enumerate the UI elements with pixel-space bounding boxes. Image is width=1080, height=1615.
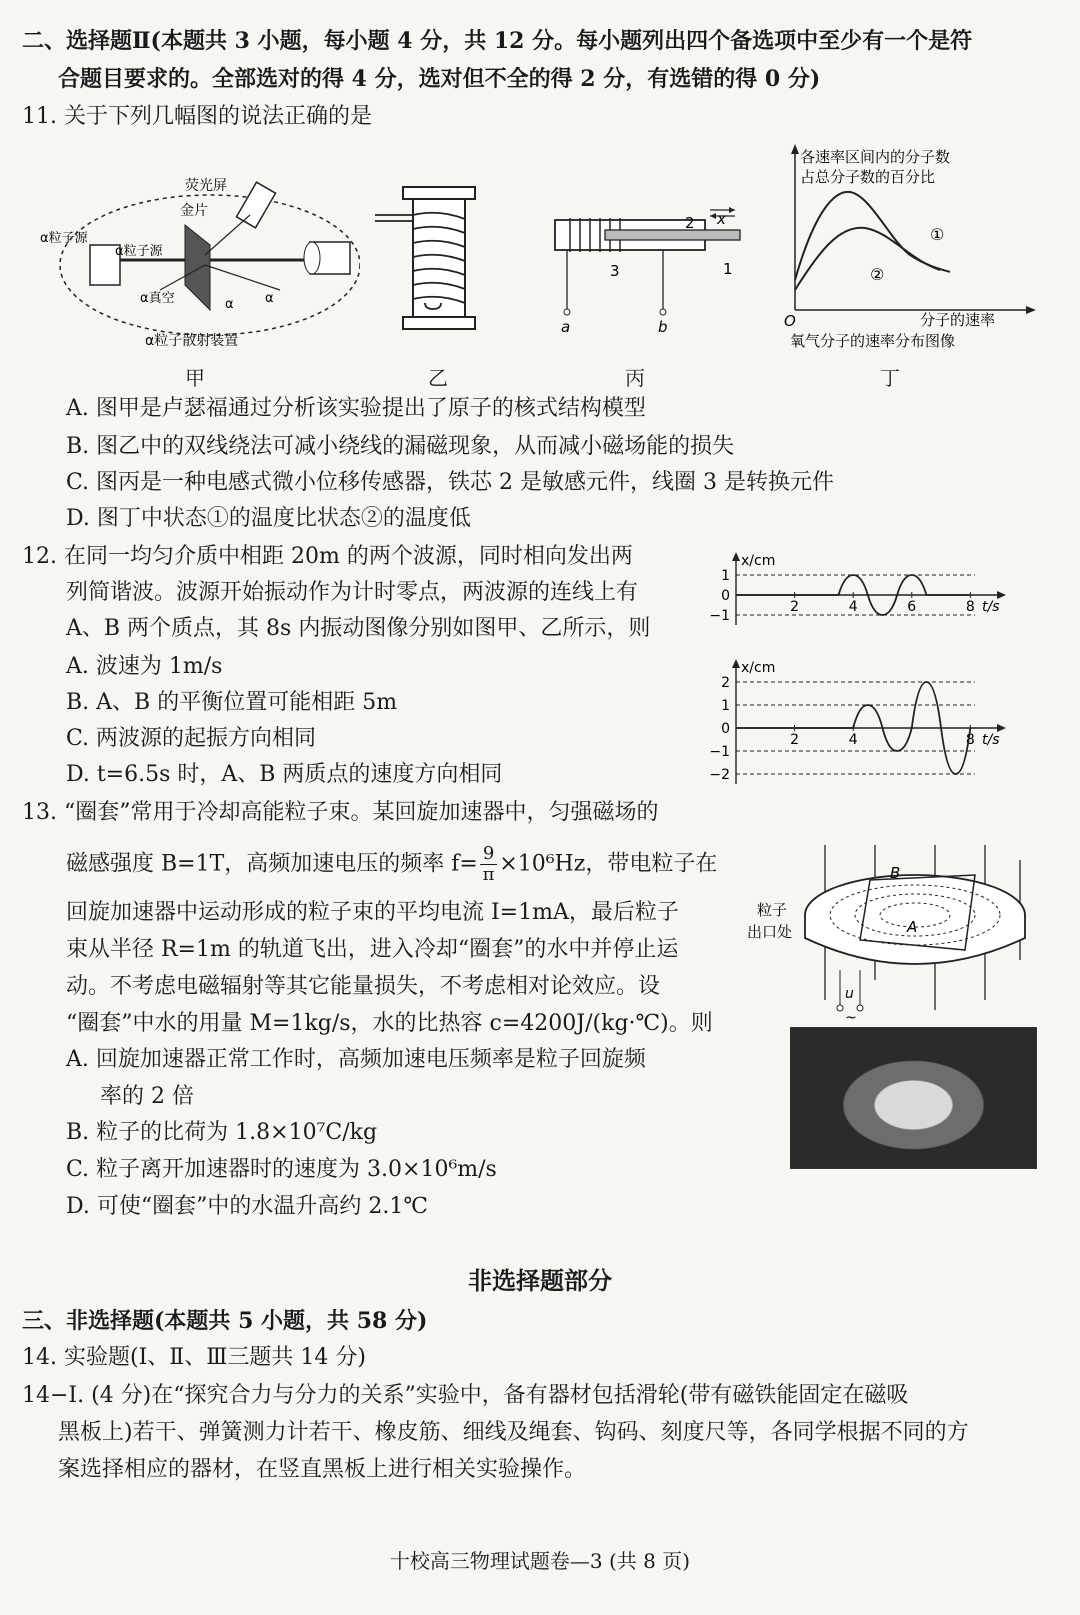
x-axis-label: t/s — [982, 599, 1000, 615]
part2-heading: 非选择题部分 — [468, 1266, 612, 1295]
y-tick-label: 1 — [721, 698, 730, 714]
q11-option-c: C. 图丙是一种电感式微小位移传感器，铁芯 2 是敏感元件，线圈 3 是转换元件 — [66, 470, 835, 495]
cyclotron-label-u: u — [845, 986, 854, 1002]
fig-jia-label: α粒子源 — [40, 231, 88, 246]
q13-line-3: 回旋加速器中运动形成的粒子束的平均电流 I=1mA，最后粒子 — [66, 900, 679, 925]
q11-option-d: D. 图丁中状态①的温度比状态②的温度低 — [66, 506, 471, 531]
fig-bing-inductive-sensor — [545, 190, 745, 340]
q13-line-5: 动。不考虑电磁辐射等其它能量损失，不考虑相对论效应。设 — [66, 974, 661, 999]
q14-1-line-3: 案选择相应的器材，在竖直黑板上进行相关实验操作。 — [58, 1457, 587, 1482]
q13-option-c: C. 粒子离开加速器时的速度为 3.0×10⁶m/s — [66, 1157, 497, 1182]
cyclotron-exit-label: 出口处 — [747, 923, 793, 941]
q13-option-b: B. 粒子的比荷为 1.8×10⁷C/kg — [66, 1120, 378, 1145]
x-axis-arrow — [997, 591, 1006, 599]
fig-jia-caption: 甲 — [185, 366, 205, 390]
cyclotron-label-b: B — [890, 864, 901, 882]
q12-option-c: C. 两波源的起振方向相同 — [66, 726, 317, 751]
frequency-fraction — [480, 844, 497, 885]
fig-ding-curve-1: ① — [930, 225, 945, 244]
q13-line-2b: ×10⁶Hz，带电粒子在 — [499, 851, 718, 877]
q14-1-line-1: 14−Ⅰ. (4 分)在“探究合力与分力的关系”实验中，备有器材包括滑轮(带有磁铁能固定在磁吸 — [22, 1383, 909, 1408]
y-tick-label: 1 — [721, 568, 730, 584]
fig-ding-origin: O — [784, 312, 796, 330]
q13-line-4: 束从半径 R=1m 的轨道飞出，进入冷却“圈套”的水中并停止运 — [66, 937, 679, 962]
q12-stem-1: 12. 在同一均匀介质中相距 20m 的两个波源，同时相向发出两 — [22, 544, 633, 569]
q13-line-1: 13. “圈套”常用于冷却高能粒子束。某回旋加速器中，匀强磁场的 — [22, 800, 659, 825]
cyclotron-label-a: A — [907, 918, 918, 936]
fig-bing-label: a — [561, 318, 571, 336]
x-axis-arrow — [997, 724, 1006, 732]
q13-option-a: A. 回旋加速器正常工作时，高频加速电压频率是粒子回旋频 — [66, 1047, 646, 1072]
y-tick-label: −1 — [709, 744, 730, 760]
cooling-trap-photo — [790, 1027, 1037, 1169]
q13-line-2a: 磁感强度 B=1T，高频加速电压的频率 f= — [66, 851, 478, 877]
y-axis-arrow — [732, 659, 740, 668]
q12-option-d: D. t=6.5s 时，A、B 两质点的速度方向相同 — [66, 762, 503, 787]
y-axis-label: x/cm — [741, 660, 776, 676]
fig-ding-ylabel: 各速率区间内的分子数 — [800, 148, 951, 166]
fig-ding-curve-2: ② — [870, 265, 885, 284]
fig-jia-label: α粒子散射装置 — [145, 333, 239, 349]
x-tick-label: 2 — [790, 732, 800, 748]
x-tick-label: 6 — [907, 599, 917, 615]
cyclotron-figure — [745, 840, 1045, 1025]
q11-option-a: A. 图甲是卢瑟福通过分析该实验提出了原子的核式结构模型 — [66, 396, 646, 421]
x-axis-label: t/s — [982, 732, 1000, 748]
fig-bing-label: 2 — [685, 214, 695, 232]
fig-yi-double-wound-coil — [375, 185, 495, 335]
q12-option-b: B. A、B 的平衡位置可能相距 5m — [66, 690, 398, 715]
q13-option-a-cont: 率的 2 倍 — [100, 1084, 194, 1109]
section3-heading: 三、非选择题(本题共 5 小题，共 58 分) — [22, 1308, 428, 1334]
q12-stem-3: A、B 两个质点，其 8s 内振动图像分别如图甲、乙所示，则 — [66, 616, 651, 641]
fig-jia-label: 金片 — [180, 203, 208, 219]
fig-ding-ylabel: 占总分子数的百分比 — [800, 168, 936, 186]
fig-jia-label: α — [265, 291, 274, 306]
fig-jia-label: α — [225, 297, 234, 312]
q12-option-a: A. 波速为 1m/s — [66, 654, 223, 679]
x-tick-label: 4 — [848, 599, 858, 615]
page-footer: 十校高三物理试题卷—3 (共 8 页) — [389, 1549, 691, 1573]
fig-bing-label: b — [658, 318, 668, 336]
fig-bing-caption: 丙 — [625, 366, 645, 390]
cyclotron-label-ac: ~ — [845, 1010, 857, 1025]
q12-stem-2: 列简谐波。波源开始振动作为计时零点，两波源的连线上有 — [66, 580, 639, 605]
x-tick-label: 8 — [965, 732, 975, 748]
fig-ding-caption: 丁 — [880, 366, 900, 390]
fig-bing-label: x — [717, 210, 726, 228]
cyclotron-exit-label: 粒子 — [757, 901, 788, 919]
y-tick-label: −2 — [709, 767, 730, 783]
fig-jia-label: α粒子源 — [115, 244, 163, 259]
y-tick-label: −1 — [709, 608, 730, 624]
q13-line-6: “圈套”中水的用量 M=1kg/s，水的比热容 c=4200J/(kg·℃)。则 — [66, 1011, 713, 1036]
fig-ding-speed-distribution — [780, 140, 1040, 360]
y-axis-arrow — [732, 552, 740, 561]
x-tick-label: 8 — [965, 599, 975, 615]
y-tick-label: 2 — [721, 675, 730, 691]
q13-line-2 — [66, 844, 717, 885]
fig-yi-caption: 乙 — [428, 366, 448, 390]
q14-1-line-2: 黑板上)若干、弹簧测力计若干、橡皮筋、细线及绳套、钩码、刻度尺等，各同学根据不同的方 — [58, 1420, 969, 1445]
x-tick-label: 2 — [790, 599, 800, 615]
q11-stem: 11. 关于下列几幅图的说法正确的是 — [22, 104, 372, 129]
fig-ding-xlabel: 分子的速率 — [920, 311, 996, 329]
y-tick-label: 0 — [721, 588, 730, 604]
q13-option-d: D. 可使“圈套”中的水温升高约 2.1℃ — [66, 1194, 428, 1219]
fig-bing-label: 3 — [610, 262, 620, 280]
fig-ding-title: 氧气分子的速率分布图像 — [790, 332, 956, 350]
fig-bing-label: 1 — [723, 260, 733, 278]
fig-jia-label: α真空 — [140, 291, 175, 306]
section2-line1: 二、选择题Ⅱ(本题共 3 小题，每小题 4 分，共 12 分。每小题列出四个备选项中至少有一个是符 — [22, 28, 973, 54]
fig-jia-scattering-apparatus — [40, 160, 360, 360]
x-tick-label: 4 — [848, 732, 858, 748]
y-tick-label: 0 — [721, 721, 730, 737]
vibration-chart-jia — [700, 540, 1020, 650]
fraction-denominator: π — [482, 864, 495, 885]
vibration-chart-yi — [700, 653, 1020, 808]
q11-option-b: B. 图乙中的双线绕法可减小绕线的漏磁现象，从而减小磁场能的损失 — [66, 434, 735, 459]
fraction-numerator: 9 — [480, 844, 497, 865]
q14-heading: 14. 实验题(Ⅰ、Ⅱ、Ⅲ三题共 14 分) — [22, 1345, 366, 1370]
section2-line2: 合题目要求的。全部选对的得 4 分，选对但不全的得 2 分，有选错的得 0 分) — [58, 66, 821, 92]
fig-jia-label: 荧光屏 — [185, 178, 227, 194]
y-axis-label: x/cm — [741, 553, 776, 569]
